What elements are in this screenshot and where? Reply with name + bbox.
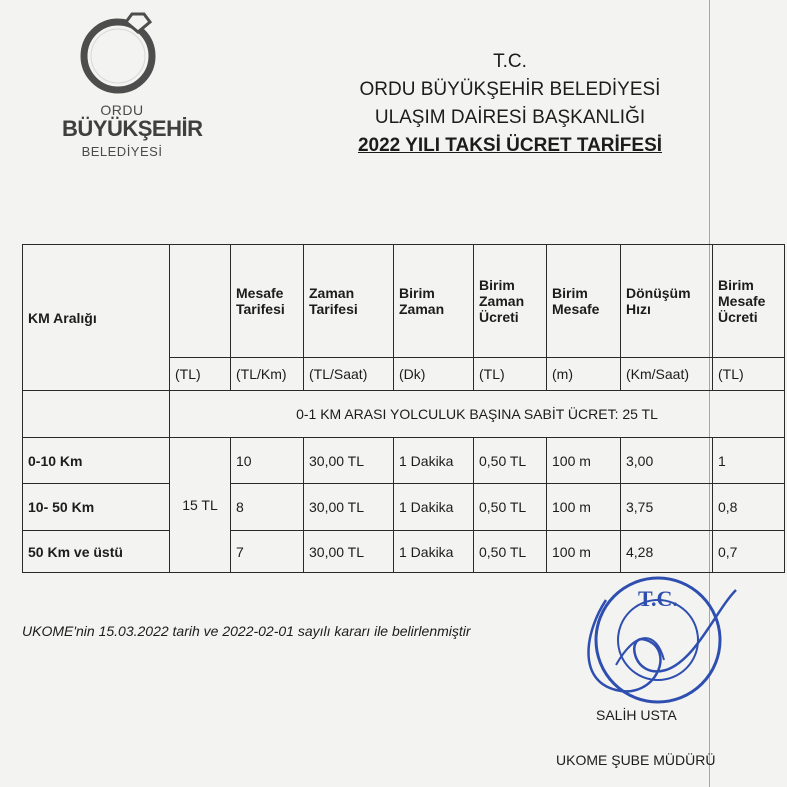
fixed-fee-row: [23, 391, 785, 438]
header-time-tariff: Zaman Tarifesi: [304, 245, 394, 358]
unit-cell: (TL/Saat): [304, 358, 394, 391]
range-cell: 10- 50 Km: [23, 484, 170, 531]
unit-distance-fee-cell: 0,8: [713, 484, 785, 531]
speed-cell: 3,00: [621, 438, 713, 484]
header-opening-empty: [170, 245, 231, 358]
table-row: [23, 438, 785, 484]
table-row: [23, 531, 785, 573]
header-unit-time-fee: Birim Zaman Ücreti: [474, 245, 547, 358]
document-title: 2022 YILI TAKSİ ÜCRET TARİFESİ: [357, 135, 663, 156]
municipality-logo: [62, 10, 203, 170]
header-km-range: KM Aralığı: [23, 245, 170, 391]
range-cell: 50 Km ve üstü: [23, 531, 170, 573]
header-tc: T.C.: [493, 51, 527, 72]
unit-distance-fee-cell: 1: [713, 438, 785, 484]
unit-cell: (TL/Km): [231, 358, 304, 391]
unit-time-fee-cell: 0,50 TL: [474, 484, 547, 531]
distance-cell: 7: [231, 531, 304, 573]
header-department: ULAŞIM DAİRESİ BAŞKANLIĞI: [374, 107, 646, 128]
distance-cell: 8: [231, 484, 304, 531]
logo-text-ordu: ORDU: [100, 102, 144, 118]
signatory-name: SALİH USTA: [596, 707, 677, 723]
official-stamp-icon: [546, 570, 746, 720]
fixed-fee-empty: [23, 391, 170, 438]
header-unit-distance: Birim Mesafe: [547, 245, 621, 358]
time-cell: 30,00 TL: [304, 531, 394, 573]
unit-distance-fee-cell: 0,7: [713, 531, 785, 573]
table-row: [23, 484, 785, 531]
header-unit-time: Birim Zaman: [394, 245, 474, 358]
signatory-title: UKOME ŞUBE MÜDÜRÜ: [556, 752, 716, 768]
unit-cell: (TL): [713, 358, 785, 391]
unit-time-fee-cell: 0,50 TL: [474, 531, 547, 573]
document-header: [300, 48, 720, 160]
ring-logo-icon: [74, 10, 170, 102]
header-municipality: ORDU BÜYÜKŞEHİR BELEDİYESİ: [359, 79, 661, 100]
unit-time-cell: 1 Dakika: [394, 438, 474, 484]
opening-fee-cell: 15 TL: [170, 438, 231, 573]
header-unit-distance-fee: Birim Mesafe Ücreti: [713, 245, 785, 358]
fixed-fee-note: 0-1 KM ARASI YOLCULUK BAŞINA SABİT ÜCRET: 25 TL: [170, 391, 785, 438]
logo-text-buyuksehir: BÜYÜKŞEHİR: [62, 116, 203, 141]
unit-distance-cell: 100 m: [547, 438, 621, 484]
stamp-text: T.C.: [638, 586, 678, 611]
time-cell: 30,00 TL: [304, 438, 394, 484]
time-cell: 30,00 TL: [304, 484, 394, 531]
unit-cell: (TL): [170, 358, 231, 391]
header-distance-tariff: Mesafe Tarifesi: [231, 245, 304, 358]
unit-cell: (Km/Saat): [621, 358, 713, 391]
unit-cell: (TL): [474, 358, 547, 391]
decision-footnote: UKOME'nin 15.03.2022 tarih ve 2022-02-01 sayılı kararı ile belirlenmiştir: [22, 623, 471, 639]
distance-cell: 10: [231, 438, 304, 484]
range-cell: 0-10 Km: [23, 438, 170, 484]
speed-cell: 3,75: [621, 484, 713, 531]
logo-text-belediyesi: BELEDİYESİ: [81, 144, 163, 159]
header-conversion-speed: Dönüşüm Hızı: [621, 245, 713, 358]
unit-time-fee-cell: 0,50 TL: [474, 438, 547, 484]
speed-cell: 4,28: [621, 531, 713, 573]
table-header-row: [23, 245, 785, 358]
unit-distance-cell: 100 m: [547, 531, 621, 573]
unit-time-cell: 1 Dakika: [394, 484, 474, 531]
unit-distance-cell: 100 m: [547, 484, 621, 531]
unit-cell: (Dk): [394, 358, 474, 391]
unit-time-cell: 1 Dakika: [394, 531, 474, 573]
unit-cell: (m): [547, 358, 621, 391]
tariff-table: [22, 244, 785, 573]
